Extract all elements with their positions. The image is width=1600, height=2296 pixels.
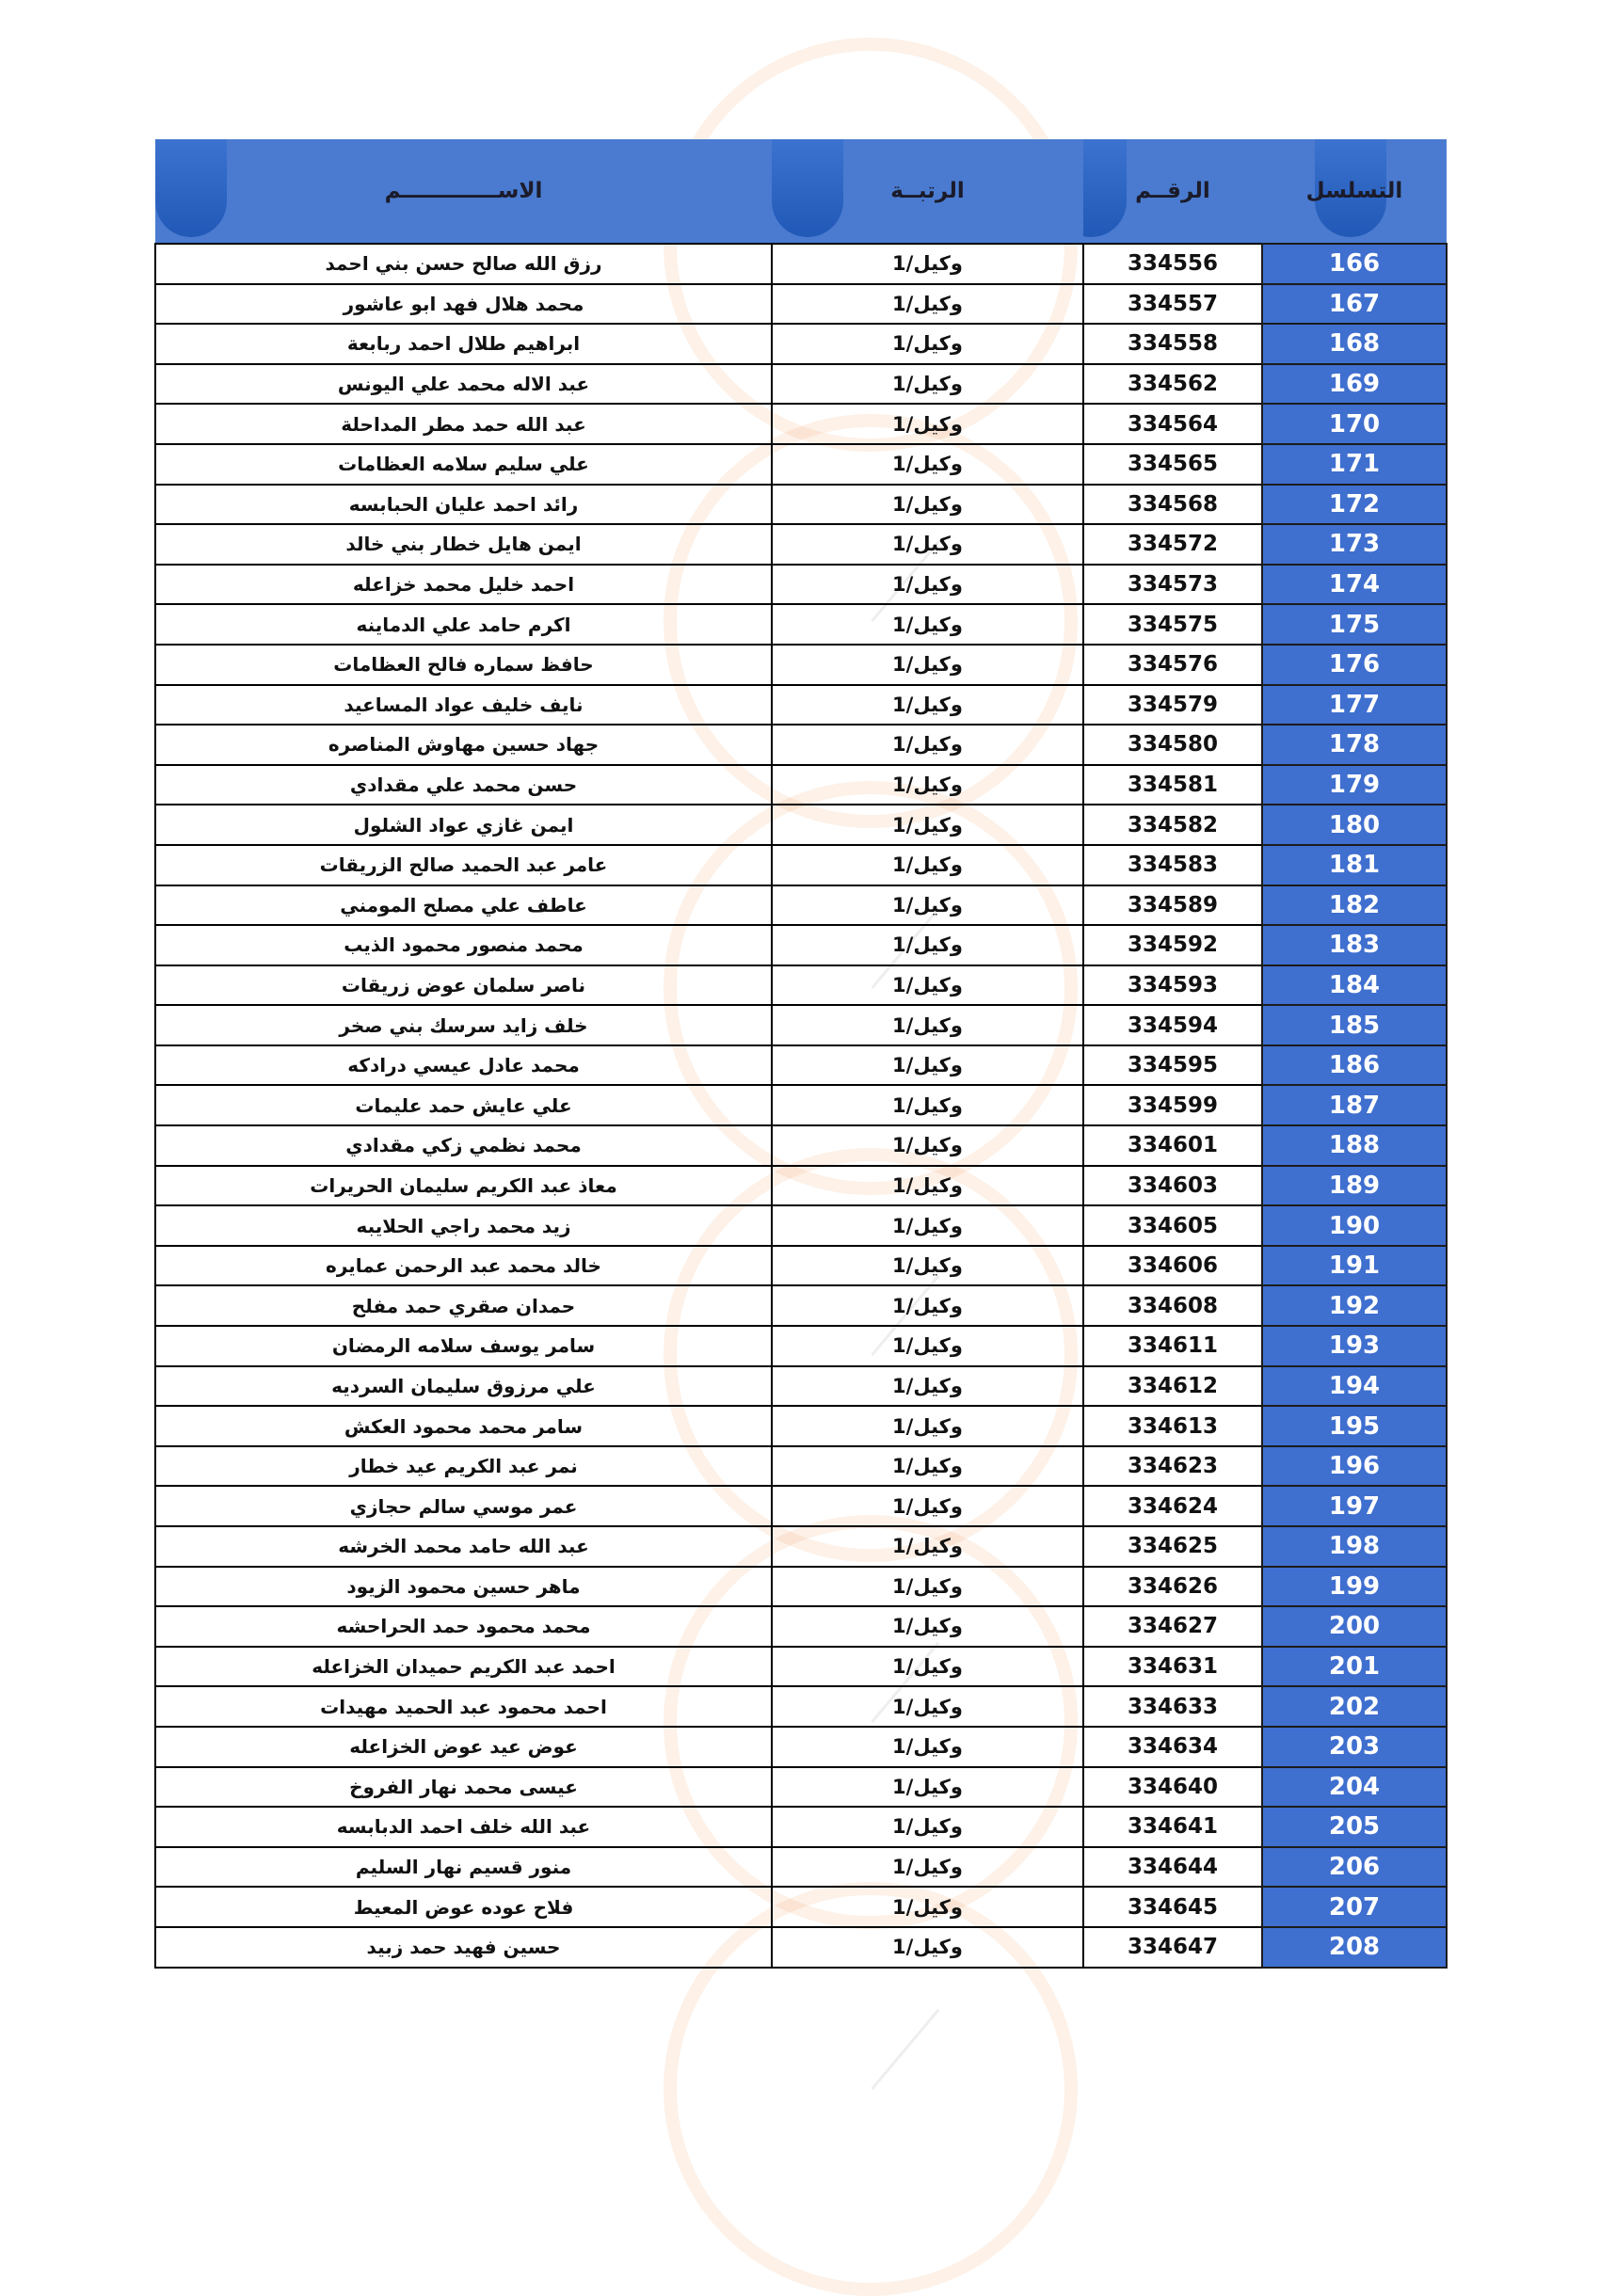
name-cell: نمر عبد الكريم عيد خطار xyxy=(155,1446,772,1487)
name-cell: ناصر سلمان عوض زريقات xyxy=(155,965,772,1006)
name-cell: عبد الاله محمد علي اليونس xyxy=(155,364,772,405)
table-row xyxy=(155,685,1447,725)
number-cell: 334562 xyxy=(1083,364,1262,405)
seq-cell: 190 xyxy=(1262,1205,1447,1246)
number-cell: 334575 xyxy=(1083,604,1262,645)
table-row xyxy=(155,885,1447,926)
number-cell: 334594 xyxy=(1083,1005,1262,1045)
seq-cell: 186 xyxy=(1262,1045,1447,1086)
number-cell: 334573 xyxy=(1083,565,1262,605)
table-row xyxy=(155,1727,1447,1767)
name-cell: احمد عبد الكريم حميدان الخزاعله xyxy=(155,1647,772,1687)
rank-cell: وكيل/1 xyxy=(772,1246,1083,1286)
number-cell: 334606 xyxy=(1083,1246,1262,1286)
rank-cell: وكيل/1 xyxy=(772,1647,1083,1687)
number-cell: 334647 xyxy=(1083,1927,1262,1968)
seq-cell: 200 xyxy=(1262,1606,1447,1647)
seq-cell: 191 xyxy=(1262,1246,1447,1286)
rank-cell: وكيل/1 xyxy=(772,324,1083,364)
name-cell: ايمن غازي عواد الشلول xyxy=(155,805,772,845)
seq-cell: 166 xyxy=(1262,244,1447,284)
seq-cell: 206 xyxy=(1262,1847,1447,1888)
header-rank: الرتبــة xyxy=(772,139,1083,244)
table-row xyxy=(155,1927,1447,1968)
table-row xyxy=(155,1366,1447,1407)
rank-cell: وكيل/1 xyxy=(772,1807,1083,1847)
table-row xyxy=(155,1847,1447,1888)
header-tab-decoration xyxy=(772,139,843,237)
table-row xyxy=(155,1326,1447,1366)
number-cell: 334576 xyxy=(1083,645,1262,685)
seq-cell: 175 xyxy=(1262,604,1447,645)
table-row xyxy=(155,1446,1447,1487)
header-number: الرقــم xyxy=(1083,139,1262,244)
table-row xyxy=(155,1486,1447,1526)
seq-cell: 180 xyxy=(1262,805,1447,845)
seq-cell: 197 xyxy=(1262,1486,1447,1526)
name-cell: عيسى محمد نهار الفروخ xyxy=(155,1767,772,1808)
rank-cell: وكيل/1 xyxy=(772,965,1083,1006)
number-cell: 334645 xyxy=(1083,1887,1262,1927)
number-cell: 334627 xyxy=(1083,1606,1262,1647)
seq-cell: 201 xyxy=(1262,1647,1447,1687)
number-cell: 334595 xyxy=(1083,1045,1262,1086)
number-cell: 334579 xyxy=(1083,685,1262,725)
rank-cell: وكيل/1 xyxy=(772,1887,1083,1927)
number-cell: 334565 xyxy=(1083,444,1262,485)
name-cell: خلف زايد سرسك بني صخر xyxy=(155,1005,772,1045)
seq-cell: 168 xyxy=(1262,324,1447,364)
table-row xyxy=(155,1647,1447,1687)
name-cell: علي عايش حمد عليمات xyxy=(155,1085,772,1125)
rank-cell: وكيل/1 xyxy=(772,1085,1083,1125)
name-cell: علي سليم سلامه العظامات xyxy=(155,444,772,485)
seq-cell: 208 xyxy=(1262,1927,1447,1968)
table-row xyxy=(155,1246,1447,1286)
seq-cell: 179 xyxy=(1262,765,1447,805)
name-cell: رائد احمد عليان الحبابسه xyxy=(155,485,772,525)
name-cell: سامر يوسف سلامه الرمضان xyxy=(155,1326,772,1366)
rank-cell: وكيل/1 xyxy=(772,1767,1083,1808)
rank-cell: وكيل/1 xyxy=(772,1727,1083,1767)
name-cell: محمد منصور محمود الذيب xyxy=(155,925,772,965)
seq-cell: 167 xyxy=(1262,284,1447,325)
table-row xyxy=(155,1166,1447,1206)
table-row xyxy=(155,805,1447,845)
table-row xyxy=(155,1767,1447,1808)
number-cell: 334557 xyxy=(1083,284,1262,325)
rank-cell: وكيل/1 xyxy=(772,1847,1083,1888)
rank-cell: وكيل/1 xyxy=(772,725,1083,765)
name-cell: حسن محمد علي مقدادي xyxy=(155,765,772,805)
name-cell: ماهر حسين محمود الزيود xyxy=(155,1567,772,1607)
table-row xyxy=(155,1125,1447,1166)
rank-cell: وكيل/1 xyxy=(772,604,1083,645)
rank-cell: وكيل/1 xyxy=(772,485,1083,525)
seq-cell: 207 xyxy=(1262,1887,1447,1927)
name-cell: محمد عادل عيسي درادكه xyxy=(155,1045,772,1086)
rank-cell: وكيل/1 xyxy=(772,845,1083,885)
name-cell: عوض عيد عوض الخزاعله xyxy=(155,1727,772,1767)
name-cell: عبد الله حامد محمد الخرشه xyxy=(155,1526,772,1567)
name-cell: سامر محمد محمود العكش xyxy=(155,1406,772,1446)
seq-cell: 172 xyxy=(1262,485,1447,525)
number-cell: 334582 xyxy=(1083,805,1262,845)
seq-cell: 203 xyxy=(1262,1727,1447,1767)
name-cell: ايمن هايل خطار بني خالد xyxy=(155,524,772,565)
seq-cell: 171 xyxy=(1262,444,1447,485)
number-cell: 334626 xyxy=(1083,1567,1262,1607)
number-cell: 334625 xyxy=(1083,1526,1262,1567)
name-cell: محمد محمود حمد الحراحشه xyxy=(155,1606,772,1647)
rank-cell: وكيل/1 xyxy=(772,1166,1083,1206)
seq-cell: 170 xyxy=(1262,404,1447,444)
rank-cell: وكيل/1 xyxy=(772,284,1083,325)
name-cell: فلاح عوده عوض المعيط xyxy=(155,1887,772,1927)
number-cell: 334592 xyxy=(1083,925,1262,965)
number-cell: 334633 xyxy=(1083,1686,1262,1727)
number-cell: 334580 xyxy=(1083,725,1262,765)
seq-cell: 178 xyxy=(1262,725,1447,765)
number-cell: 334568 xyxy=(1083,485,1262,525)
name-cell: عامر عبد الحميد صالح الزريقات xyxy=(155,845,772,885)
name-cell: معاذ عبد الكريم سليمان الحريرات xyxy=(155,1166,772,1206)
rank-cell: وكيل/1 xyxy=(772,524,1083,565)
name-cell: عبد الله خلف احمد الدبابسه xyxy=(155,1807,772,1847)
table-row xyxy=(155,364,1447,405)
name-cell: علي مرزوق سليمان السرديه xyxy=(155,1366,772,1407)
seq-cell: 185 xyxy=(1262,1005,1447,1045)
number-cell: 334623 xyxy=(1083,1446,1262,1487)
seq-cell: 177 xyxy=(1262,685,1447,725)
table-row xyxy=(155,444,1447,485)
number-cell: 334583 xyxy=(1083,845,1262,885)
seq-cell: 181 xyxy=(1262,845,1447,885)
table-row xyxy=(155,524,1447,565)
seq-cell: 205 xyxy=(1262,1807,1447,1847)
seq-cell: 193 xyxy=(1262,1326,1447,1366)
name-cell: حافظ سماره فالح العظامات xyxy=(155,645,772,685)
rank-cell: وكيل/1 xyxy=(772,1285,1083,1326)
rank-cell: وكيل/1 xyxy=(772,244,1083,284)
name-cell: احمد خليل محمد خزاعله xyxy=(155,565,772,605)
name-cell: محمد هلال فهد ابو عاشور xyxy=(155,284,772,325)
name-cell: زيد محمد راجي الحلايبه xyxy=(155,1205,772,1246)
name-cell: جهاد حسين مهاوش المناصره xyxy=(155,725,772,765)
rank-cell: وكيل/1 xyxy=(772,685,1083,725)
rank-cell: وكيل/1 xyxy=(772,1567,1083,1607)
seq-cell: 188 xyxy=(1262,1125,1447,1166)
name-cell: احمد محمود عبد الحميد مهيدات xyxy=(155,1686,772,1727)
rank-cell: وكيل/1 xyxy=(772,885,1083,926)
table-row xyxy=(155,1005,1447,1045)
table-row xyxy=(155,925,1447,965)
name-cell: ابراهيم طلال احمد ربابعة xyxy=(155,324,772,364)
name-cell: نايف خليف عواد المساعيد xyxy=(155,685,772,725)
name-cell: حمدان صقري حمد مفلح xyxy=(155,1285,772,1326)
table-row xyxy=(155,324,1447,364)
table-row xyxy=(155,965,1447,1006)
seq-cell: 169 xyxy=(1262,364,1447,405)
table-row xyxy=(155,1807,1447,1847)
number-cell: 334564 xyxy=(1083,404,1262,444)
rank-cell: وكيل/1 xyxy=(772,404,1083,444)
table-row xyxy=(155,1686,1447,1727)
personnel-table xyxy=(154,139,1448,1969)
rank-cell: وكيل/1 xyxy=(772,1326,1083,1366)
number-cell: 334601 xyxy=(1083,1125,1262,1166)
header-seq: التسلسل xyxy=(1262,139,1447,244)
number-cell: 334611 xyxy=(1083,1326,1262,1366)
number-cell: 334641 xyxy=(1083,1807,1262,1847)
number-cell: 334581 xyxy=(1083,765,1262,805)
table-row xyxy=(155,765,1447,805)
table-body xyxy=(155,244,1447,1968)
table-header-row xyxy=(155,139,1447,244)
name-cell: محمد نظمي زكي مقدادي xyxy=(155,1125,772,1166)
number-cell: 334603 xyxy=(1083,1166,1262,1206)
seq-cell: 176 xyxy=(1262,645,1447,685)
seq-cell: 198 xyxy=(1262,1526,1447,1567)
rank-cell: وكيل/1 xyxy=(772,1125,1083,1166)
table-row xyxy=(155,244,1447,284)
seq-cell: 199 xyxy=(1262,1567,1447,1607)
number-cell: 334624 xyxy=(1083,1486,1262,1526)
table-row xyxy=(155,604,1447,645)
personnel-table-container xyxy=(154,139,1446,1969)
number-cell: 334640 xyxy=(1083,1767,1262,1808)
table-row xyxy=(155,725,1447,765)
rank-cell: وكيل/1 xyxy=(772,765,1083,805)
table-row xyxy=(155,1205,1447,1246)
seq-cell: 196 xyxy=(1262,1446,1447,1487)
table-row xyxy=(155,645,1447,685)
rank-cell: وكيل/1 xyxy=(772,1446,1083,1487)
table-row xyxy=(155,1567,1447,1607)
table-row xyxy=(155,1887,1447,1927)
number-cell: 334556 xyxy=(1083,244,1262,284)
table-row xyxy=(155,284,1447,325)
rank-cell: وكيل/1 xyxy=(772,1005,1083,1045)
number-cell: 334634 xyxy=(1083,1727,1262,1767)
name-cell: عبد الله حمد مطر المداحلة xyxy=(155,404,772,444)
table-row xyxy=(155,1045,1447,1086)
table-row xyxy=(155,845,1447,885)
name-cell: اكرم حامد علي الدماينه xyxy=(155,604,772,645)
seq-cell: 204 xyxy=(1262,1767,1447,1808)
seq-cell: 194 xyxy=(1262,1366,1447,1407)
header-tab-decoration xyxy=(155,139,227,237)
table-row xyxy=(155,565,1447,605)
rank-cell: وكيل/1 xyxy=(772,645,1083,685)
number-cell: 334608 xyxy=(1083,1285,1262,1326)
table-row xyxy=(155,1606,1447,1647)
rank-cell: وكيل/1 xyxy=(772,1486,1083,1526)
number-cell: 334631 xyxy=(1083,1647,1262,1687)
rank-cell: وكيل/1 xyxy=(772,1366,1083,1407)
rank-cell: وكيل/1 xyxy=(772,805,1083,845)
seq-cell: 174 xyxy=(1262,565,1447,605)
name-cell: رزق الله صالح حسن بني احمد xyxy=(155,244,772,284)
table-row xyxy=(155,1406,1447,1446)
number-cell: 334612 xyxy=(1083,1366,1262,1407)
seq-cell: 187 xyxy=(1262,1085,1447,1125)
rank-cell: وكيل/1 xyxy=(772,925,1083,965)
header-name: الاســـــــــــــم xyxy=(155,139,772,244)
number-cell: 334593 xyxy=(1083,965,1262,1006)
name-cell: منور قسيم نهار السليم xyxy=(155,1847,772,1888)
number-cell: 334558 xyxy=(1083,324,1262,364)
name-cell: حسين فهيد حمد زبيد xyxy=(155,1927,772,1968)
number-cell: 334589 xyxy=(1083,885,1262,926)
rank-cell: وكيل/1 xyxy=(772,1406,1083,1446)
table-row xyxy=(155,1085,1447,1125)
number-cell: 334599 xyxy=(1083,1085,1262,1125)
seq-cell: 202 xyxy=(1262,1686,1447,1727)
table-row xyxy=(155,1526,1447,1567)
rank-cell: وكيل/1 xyxy=(772,565,1083,605)
number-cell: 334605 xyxy=(1083,1205,1262,1246)
rank-cell: وكيل/1 xyxy=(772,364,1083,405)
name-cell: خالد محمد عبد الرحمن عمايره xyxy=(155,1246,772,1286)
seq-cell: 173 xyxy=(1262,524,1447,565)
rank-cell: وكيل/1 xyxy=(772,1927,1083,1968)
seq-cell: 195 xyxy=(1262,1406,1447,1446)
table-row xyxy=(155,1285,1447,1326)
rank-cell: وكيل/1 xyxy=(772,1606,1083,1647)
number-cell: 334572 xyxy=(1083,524,1262,565)
rank-cell: وكيل/1 xyxy=(772,444,1083,485)
table-row xyxy=(155,404,1447,444)
rank-cell: وكيل/1 xyxy=(772,1205,1083,1246)
rank-cell: وكيل/1 xyxy=(772,1045,1083,1086)
rank-cell: وكيل/1 xyxy=(772,1686,1083,1727)
rank-cell: وكيل/1 xyxy=(772,1526,1083,1567)
name-cell: عمر موسي سالم حجازي xyxy=(155,1486,772,1526)
seq-cell: 183 xyxy=(1262,925,1447,965)
seq-cell: 189 xyxy=(1262,1166,1447,1206)
seq-cell: 184 xyxy=(1262,965,1447,1006)
seq-cell: 182 xyxy=(1262,885,1447,926)
seq-cell: 192 xyxy=(1262,1285,1447,1326)
number-cell: 334644 xyxy=(1083,1847,1262,1888)
name-cell: عاطف علي مصلح المومني xyxy=(155,885,772,926)
table-row xyxy=(155,485,1447,525)
number-cell: 334613 xyxy=(1083,1406,1262,1446)
